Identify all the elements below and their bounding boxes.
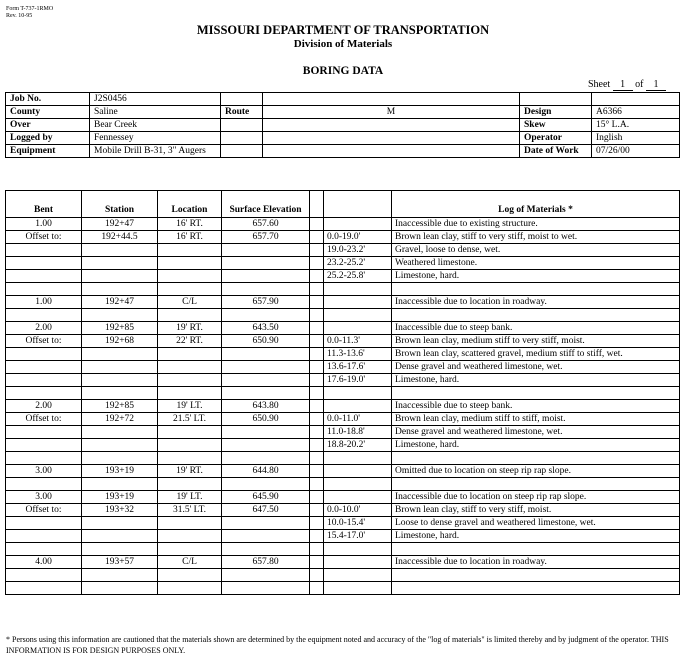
bent-cell bbox=[6, 452, 82, 465]
elevation-cell: 643.80 bbox=[222, 400, 310, 413]
spacer-cell bbox=[310, 582, 324, 595]
log-cell: Inaccessible due to location in roadway. bbox=[392, 556, 680, 569]
station-cell bbox=[82, 244, 158, 257]
col-header-elevation: Surface Elevation bbox=[222, 191, 310, 218]
date-of-work-label: Date of Work bbox=[520, 145, 592, 158]
location-cell bbox=[158, 517, 222, 530]
spacer-cell bbox=[310, 491, 324, 504]
table-row bbox=[6, 582, 680, 595]
elevation-cell: 644.80 bbox=[222, 465, 310, 478]
disclaimer-footnote: * Persons using this information are cautioned that the materials shown are determined by the equipment noted and accuracy of the "log of materials" is limited thereby and by judgment of the operator. THIS INFORMATION IS FOR DESIGN PURPOSES ONLY. bbox=[6, 635, 669, 655]
info-row-job bbox=[6, 93, 680, 106]
elevation-cell bbox=[222, 374, 310, 387]
table-row bbox=[6, 426, 680, 439]
info-empty-cell bbox=[221, 145, 263, 158]
depth-cell: 11.0-18.8' bbox=[324, 426, 392, 439]
log-cell: Brown lean clay, scattered gravel, medium stiff to stiff, wet. bbox=[392, 348, 680, 361]
agency-title: MISSOURI DEPARTMENT OF TRANSPORTATION bbox=[196, 23, 490, 37]
elevation-cell: 650.90 bbox=[222, 335, 310, 348]
station-cell: 192+44.5 bbox=[82, 231, 158, 244]
design-label: Design bbox=[520, 106, 592, 119]
elevation-cell bbox=[222, 543, 310, 556]
col-header-log: Log of Materials * bbox=[392, 191, 680, 218]
station-cell: 192+47 bbox=[82, 218, 158, 231]
location-cell: 19' LT. bbox=[158, 400, 222, 413]
location-cell: 21.5' LT. bbox=[158, 413, 222, 426]
station-cell bbox=[82, 426, 158, 439]
info-empty-cell bbox=[221, 132, 263, 145]
col-header-depth bbox=[324, 191, 392, 218]
log-cell: Limestone, hard. bbox=[392, 530, 680, 543]
table-row bbox=[6, 244, 680, 257]
spacer-cell bbox=[310, 543, 324, 556]
table-row bbox=[6, 309, 680, 322]
depth-cell bbox=[324, 491, 392, 504]
location-cell bbox=[158, 439, 222, 452]
depth-cell: 0.0-19.0' bbox=[324, 231, 392, 244]
spacer-cell bbox=[310, 426, 324, 439]
skew-value: 15° L.A. bbox=[592, 119, 680, 132]
station-cell bbox=[82, 478, 158, 491]
table-row bbox=[6, 413, 680, 426]
location-cell: 22' RT. bbox=[158, 335, 222, 348]
location-cell bbox=[158, 569, 222, 582]
elevation-cell bbox=[222, 348, 310, 361]
sheet-of-label: of bbox=[635, 79, 644, 90]
elevation-cell bbox=[222, 452, 310, 465]
table-row bbox=[6, 569, 680, 582]
table-row bbox=[6, 270, 680, 283]
elevation-cell: 657.90 bbox=[222, 296, 310, 309]
info-row-logged bbox=[6, 132, 680, 145]
spacer-cell bbox=[310, 257, 324, 270]
operator-value: Inglish bbox=[592, 132, 680, 145]
elevation-cell bbox=[222, 244, 310, 257]
elevation-cell bbox=[222, 530, 310, 543]
elevation-cell: 657.70 bbox=[222, 231, 310, 244]
bent-cell bbox=[6, 439, 82, 452]
spacer-cell bbox=[310, 348, 324, 361]
county-value: Saline bbox=[90, 106, 221, 119]
spacer-cell bbox=[310, 400, 324, 413]
equipment-label: Equipment bbox=[6, 145, 90, 158]
table-row bbox=[6, 478, 680, 491]
station-cell bbox=[82, 452, 158, 465]
depth-cell bbox=[324, 465, 392, 478]
bent-cell: 3.00 bbox=[6, 465, 82, 478]
log-cell bbox=[392, 283, 680, 296]
elevation-cell: 647.50 bbox=[222, 504, 310, 517]
skew-label: Skew bbox=[520, 119, 592, 132]
elevation-cell bbox=[222, 270, 310, 283]
form-number-line: Form T-737-1RMO bbox=[6, 6, 54, 12]
elevation-cell bbox=[222, 426, 310, 439]
elevation-cell bbox=[222, 517, 310, 530]
depth-cell: 0.0-11.0' bbox=[324, 413, 392, 426]
spacer-cell bbox=[310, 504, 324, 517]
location-cell bbox=[158, 478, 222, 491]
table-row bbox=[6, 452, 680, 465]
depth-cell bbox=[324, 582, 392, 595]
table-row bbox=[6, 231, 680, 244]
station-cell bbox=[82, 439, 158, 452]
table-header-row bbox=[6, 191, 680, 218]
station-cell bbox=[82, 361, 158, 374]
table-row bbox=[6, 387, 680, 400]
bent-cell: Offset to: bbox=[6, 413, 82, 426]
elevation-cell: 650.90 bbox=[222, 413, 310, 426]
log-cell: Inaccessible due to steep bank. bbox=[392, 400, 680, 413]
table-row bbox=[6, 517, 680, 530]
col-header-location: Location bbox=[158, 191, 222, 218]
log-cell: Brown lean clay, medium stiff to very stiff, moist. bbox=[392, 335, 680, 348]
spacer-cell bbox=[310, 335, 324, 348]
logged-by-label: Logged by bbox=[6, 132, 90, 145]
table-row bbox=[6, 374, 680, 387]
depth-cell bbox=[324, 478, 392, 491]
bent-cell bbox=[6, 530, 82, 543]
station-cell bbox=[82, 517, 158, 530]
depth-cell bbox=[324, 309, 392, 322]
location-cell bbox=[158, 426, 222, 439]
station-cell: 193+32 bbox=[82, 504, 158, 517]
info-empty-cell bbox=[221, 119, 263, 132]
spacer-cell bbox=[310, 244, 324, 257]
county-label: County bbox=[6, 106, 90, 119]
table-row bbox=[6, 491, 680, 504]
depth-cell: 0.0-10.0' bbox=[324, 504, 392, 517]
bent-cell bbox=[6, 582, 82, 595]
location-cell bbox=[158, 309, 222, 322]
log-cell bbox=[392, 452, 680, 465]
station-cell: 192+68 bbox=[82, 335, 158, 348]
log-cell bbox=[392, 478, 680, 491]
station-cell bbox=[82, 374, 158, 387]
depth-cell: 23.2-25.2' bbox=[324, 257, 392, 270]
location-cell bbox=[158, 543, 222, 556]
depth-cell: 11.3-13.6' bbox=[324, 348, 392, 361]
table-row bbox=[6, 296, 680, 309]
location-cell bbox=[158, 387, 222, 400]
depth-cell bbox=[324, 556, 392, 569]
over-label: Over bbox=[6, 119, 90, 132]
location-cell: C/L bbox=[158, 296, 222, 309]
log-cell: Brown lean clay, stiff to very stiff, moist to wet. bbox=[392, 231, 680, 244]
bent-cell bbox=[6, 426, 82, 439]
bent-cell: Offset to: bbox=[6, 231, 82, 244]
log-cell bbox=[392, 543, 680, 556]
info-empty-cell bbox=[263, 145, 520, 158]
bent-cell bbox=[6, 244, 82, 257]
over-value: Bear Creek bbox=[90, 119, 221, 132]
station-cell: 193+19 bbox=[82, 491, 158, 504]
table-row bbox=[6, 543, 680, 556]
station-cell: 193+19 bbox=[82, 465, 158, 478]
depth-cell: 25.2-25.8' bbox=[324, 270, 392, 283]
log-cell: Limestone, hard. bbox=[392, 439, 680, 452]
elevation-cell bbox=[222, 309, 310, 322]
info-empty-cell bbox=[263, 132, 520, 145]
route-value: M bbox=[263, 106, 520, 119]
table-row bbox=[6, 283, 680, 296]
elevation-cell bbox=[222, 257, 310, 270]
division-subtitle: Division of Materials bbox=[293, 38, 393, 50]
station-cell bbox=[82, 348, 158, 361]
logged-by-value: Fennessey bbox=[90, 132, 221, 145]
spacer-cell bbox=[310, 478, 324, 491]
location-cell: 16' RT. bbox=[158, 218, 222, 231]
depth-cell bbox=[324, 387, 392, 400]
job-no-value: J2S0456 bbox=[90, 93, 221, 106]
spacer-cell bbox=[310, 296, 324, 309]
spacer-cell bbox=[310, 530, 324, 543]
spacer-cell bbox=[310, 452, 324, 465]
depth-cell: 0.0-11.3' bbox=[324, 335, 392, 348]
location-cell: 19' RT. bbox=[158, 465, 222, 478]
elevation-cell bbox=[222, 478, 310, 491]
station-cell bbox=[82, 270, 158, 283]
info-row-county bbox=[6, 106, 680, 119]
col-header-bent: Bent bbox=[6, 191, 82, 218]
bent-cell: 2.00 bbox=[6, 322, 82, 335]
depth-cell bbox=[324, 218, 392, 231]
bent-cell bbox=[6, 309, 82, 322]
form-number bbox=[6, 6, 53, 20]
station-cell: 192+85 bbox=[82, 322, 158, 335]
bent-cell bbox=[6, 374, 82, 387]
station-cell bbox=[82, 582, 158, 595]
location-cell: 16' RT. bbox=[158, 231, 222, 244]
table-row bbox=[6, 400, 680, 413]
station-cell bbox=[82, 309, 158, 322]
info-row-over bbox=[6, 119, 680, 132]
table-row bbox=[6, 439, 680, 452]
date-of-work-value: 07/26/00 bbox=[592, 145, 680, 158]
log-cell bbox=[392, 582, 680, 595]
station-cell: 192+72 bbox=[82, 413, 158, 426]
location-cell: 19' RT. bbox=[158, 322, 222, 335]
spacer-cell bbox=[310, 517, 324, 530]
station-cell bbox=[82, 569, 158, 582]
spacer-cell bbox=[310, 439, 324, 452]
boring-log-table bbox=[5, 190, 680, 595]
log-cell: Loose to dense gravel and weathered limestone, wet. bbox=[392, 517, 680, 530]
depth-cell bbox=[324, 400, 392, 413]
bent-cell: Offset to: bbox=[6, 504, 82, 517]
bent-cell bbox=[6, 543, 82, 556]
log-cell: Inaccessible due to steep bank. bbox=[392, 322, 680, 335]
depth-cell bbox=[324, 296, 392, 309]
spacer-cell bbox=[310, 465, 324, 478]
spacer-cell bbox=[310, 387, 324, 400]
spacer-cell bbox=[310, 413, 324, 426]
col-header-spacer bbox=[310, 191, 324, 218]
spacer-cell bbox=[310, 361, 324, 374]
table-row bbox=[6, 504, 680, 517]
info-empty-cell bbox=[592, 93, 680, 106]
depth-cell bbox=[324, 283, 392, 296]
bent-cell bbox=[6, 361, 82, 374]
log-cell bbox=[392, 387, 680, 400]
bent-cell bbox=[6, 257, 82, 270]
bent-cell: 4.00 bbox=[6, 556, 82, 569]
project-info-table bbox=[5, 92, 680, 158]
depth-cell: 17.6-19.0' bbox=[324, 374, 392, 387]
sheet-current: 1 bbox=[613, 80, 633, 91]
log-cell: Inaccessible due to location in roadway. bbox=[392, 296, 680, 309]
equipment-value: Mobile Drill B-31, 3" Augers bbox=[90, 145, 221, 158]
elevation-cell bbox=[222, 582, 310, 595]
log-cell: Omitted due to location on steep rip rap slope. bbox=[392, 465, 680, 478]
bent-cell: Offset to: bbox=[6, 335, 82, 348]
table-row bbox=[6, 465, 680, 478]
location-cell bbox=[158, 244, 222, 257]
log-cell bbox=[392, 309, 680, 322]
location-cell: 19' LT. bbox=[158, 491, 222, 504]
location-cell: 31.5' LT. bbox=[158, 504, 222, 517]
spacer-cell bbox=[310, 231, 324, 244]
station-cell bbox=[82, 387, 158, 400]
bent-cell: 1.00 bbox=[6, 296, 82, 309]
elevation-cell: 657.60 bbox=[222, 218, 310, 231]
form-revision-line: Rev. 10-95 bbox=[6, 13, 33, 19]
station-cell bbox=[82, 283, 158, 296]
log-cell: Weathered limestone. bbox=[392, 257, 680, 270]
bent-cell: 2.00 bbox=[6, 400, 82, 413]
bent-cell bbox=[6, 387, 82, 400]
elevation-cell bbox=[222, 569, 310, 582]
job-no-label: Job No. bbox=[6, 93, 90, 106]
spacer-cell bbox=[310, 556, 324, 569]
depth-cell: 15.4-17.0' bbox=[324, 530, 392, 543]
elevation-cell bbox=[222, 439, 310, 452]
location-cell bbox=[158, 283, 222, 296]
elevation-cell bbox=[222, 387, 310, 400]
spacer-cell bbox=[310, 374, 324, 387]
bent-cell bbox=[6, 517, 82, 530]
location-cell bbox=[158, 257, 222, 270]
table-row bbox=[6, 348, 680, 361]
log-cell: Gravel, loose to dense, wet. bbox=[392, 244, 680, 257]
station-cell: 192+47 bbox=[82, 296, 158, 309]
elevation-cell bbox=[222, 361, 310, 374]
spacer-cell bbox=[310, 309, 324, 322]
location-cell bbox=[158, 374, 222, 387]
depth-cell bbox=[324, 543, 392, 556]
table-row bbox=[6, 322, 680, 335]
spacer-cell bbox=[310, 569, 324, 582]
table-row bbox=[6, 530, 680, 543]
location-cell: C/L bbox=[158, 556, 222, 569]
info-empty-cell bbox=[263, 93, 520, 106]
elevation-cell: 645.90 bbox=[222, 491, 310, 504]
log-cell: Dense gravel and weathered limestone, wet. bbox=[392, 426, 680, 439]
depth-cell: 19.0-23.2' bbox=[324, 244, 392, 257]
bent-cell bbox=[6, 270, 82, 283]
design-value: A6366 bbox=[592, 106, 680, 119]
sheet-label: Sheet bbox=[587, 79, 611, 90]
log-cell: Limestone, hard. bbox=[392, 270, 680, 283]
bent-cell: 3.00 bbox=[6, 491, 82, 504]
sheet-indicator bbox=[588, 79, 666, 91]
log-cell: Inaccessible due to existing structure. bbox=[392, 218, 680, 231]
station-cell: 192+85 bbox=[82, 400, 158, 413]
table-row bbox=[6, 556, 680, 569]
spacer-cell bbox=[310, 270, 324, 283]
info-empty-cell bbox=[520, 93, 592, 106]
col-header-station: Station bbox=[82, 191, 158, 218]
location-cell bbox=[158, 361, 222, 374]
route-label: Route bbox=[221, 106, 263, 119]
station-cell bbox=[82, 257, 158, 270]
table-row bbox=[6, 257, 680, 270]
elevation-cell: 643.50 bbox=[222, 322, 310, 335]
depth-cell: 18.8-20.2' bbox=[324, 439, 392, 452]
table-row bbox=[6, 218, 680, 231]
depth-cell bbox=[324, 569, 392, 582]
station-cell: 193+57 bbox=[82, 556, 158, 569]
location-cell bbox=[158, 530, 222, 543]
bent-cell bbox=[6, 569, 82, 582]
depth-cell: 10.0-15.4' bbox=[324, 517, 392, 530]
log-cell bbox=[392, 569, 680, 582]
station-cell bbox=[82, 530, 158, 543]
log-cell: Brown lean clay, stiff to very stiff, moist. bbox=[392, 504, 680, 517]
location-cell bbox=[158, 270, 222, 283]
operator-label: Operator bbox=[520, 132, 592, 145]
table-row bbox=[6, 361, 680, 374]
spacer-cell bbox=[310, 218, 324, 231]
document-title: BORING DATA bbox=[302, 65, 384, 77]
depth-cell bbox=[324, 452, 392, 465]
depth-cell: 13.6-17.6' bbox=[324, 361, 392, 374]
log-cell: Brown lean clay, medium stiff to stiff, moist. bbox=[392, 413, 680, 426]
location-cell bbox=[158, 348, 222, 361]
log-cell: Limestone, hard. bbox=[392, 374, 680, 387]
log-cell: Dense gravel and weathered limestone, wet. bbox=[392, 361, 680, 374]
depth-cell bbox=[324, 322, 392, 335]
table-row bbox=[6, 335, 680, 348]
info-empty-cell bbox=[221, 93, 263, 106]
sheet-total: 1 bbox=[646, 80, 666, 91]
bent-cell bbox=[6, 283, 82, 296]
elevation-cell: 657.80 bbox=[222, 556, 310, 569]
location-cell bbox=[158, 452, 222, 465]
elevation-cell bbox=[222, 283, 310, 296]
location-cell bbox=[158, 582, 222, 595]
station-cell bbox=[82, 543, 158, 556]
bent-cell bbox=[6, 478, 82, 491]
spacer-cell bbox=[310, 283, 324, 296]
bent-cell bbox=[6, 348, 82, 361]
bent-cell: 1.00 bbox=[6, 218, 82, 231]
spacer-cell bbox=[310, 322, 324, 335]
info-empty-cell bbox=[263, 119, 520, 132]
info-row-equipment bbox=[6, 145, 680, 158]
log-cell: Inaccessible due to location on steep rip rap slope. bbox=[392, 491, 680, 504]
